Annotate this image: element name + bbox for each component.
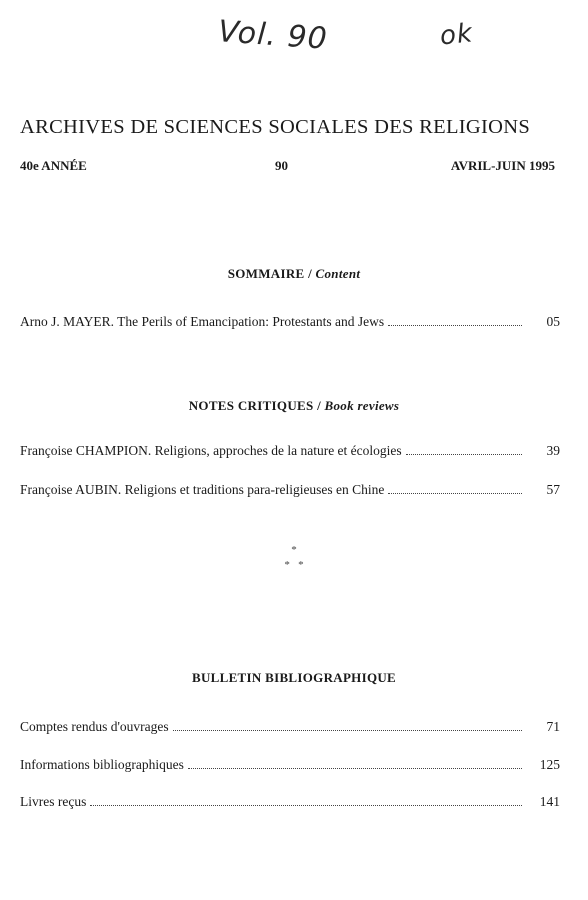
notes-critiques-heading: NOTES CRITIQUES / Book reviews — [188, 398, 400, 413]
leader-dots — [188, 758, 522, 769]
toc-entry-text: Françoise AUBIN. Religions et traditions para-religieuses en Chine — [20, 482, 385, 497]
issue-year: 40e ANNÉE — [20, 158, 87, 173]
handwritten-check-note: ok — [438, 18, 475, 52]
toc-entry-text: Informations bibliographiques — [20, 757, 184, 772]
handwritten-volume-note: Vol. 90 — [216, 14, 329, 57]
toc-entry — [20, 719, 560, 735]
sommaire-heading-en: Content — [315, 266, 361, 281]
toc-entry-page: 39 — [546, 443, 560, 458]
toc-entry — [20, 314, 560, 330]
leader-dots — [406, 444, 522, 455]
journal-title: ARCHIVES DE SCIENCES SOCIALES DES RELIGIONS — [20, 116, 531, 138]
toc-entry — [20, 482, 560, 498]
leader-dots — [388, 483, 522, 494]
toc-entry-text: Livres reçus — [20, 794, 87, 809]
leader-dots — [90, 795, 522, 806]
toc-entry-page: 05 — [546, 314, 560, 329]
toc-entry-text: Comptes rendus d'ouvrages — [20, 719, 169, 734]
toc-entry — [20, 443, 560, 459]
toc-entry-page: 57 — [546, 482, 560, 497]
notes-critiques-heading-fr: NOTES CRITIQUES — [188, 398, 314, 413]
separator-stars-bottom: * * — [284, 559, 304, 571]
bulletin-heading: BULLETIN BIBLIOGRAPHIQUE — [191, 670, 397, 685]
leader-dots — [388, 315, 522, 326]
toc-entry-page: 125 — [539, 757, 560, 772]
notes-critiques-heading-en: Book reviews — [324, 398, 400, 413]
sommaire-heading: SOMMAIRE / Content — [227, 266, 361, 281]
separator-star-top: * — [291, 544, 297, 556]
toc-entry — [20, 757, 560, 773]
toc-entry-text: Françoise CHAMPION. Religions, approches de la nature et écologies — [20, 443, 402, 458]
toc-entry-page: 71 — [546, 719, 560, 734]
issue-date: AVRIL-JUIN 1995 — [450, 158, 555, 173]
sommaire-heading-fr: SOMMAIRE — [227, 266, 305, 281]
leader-dots — [173, 720, 522, 731]
toc-entry-page: 141 — [539, 794, 560, 809]
toc-entry-text: Arno J. MAYER. The Perils of Emancipation: Protestants and Jews — [20, 314, 385, 329]
toc-entry — [20, 794, 560, 810]
issue-number: 90 — [275, 158, 288, 173]
